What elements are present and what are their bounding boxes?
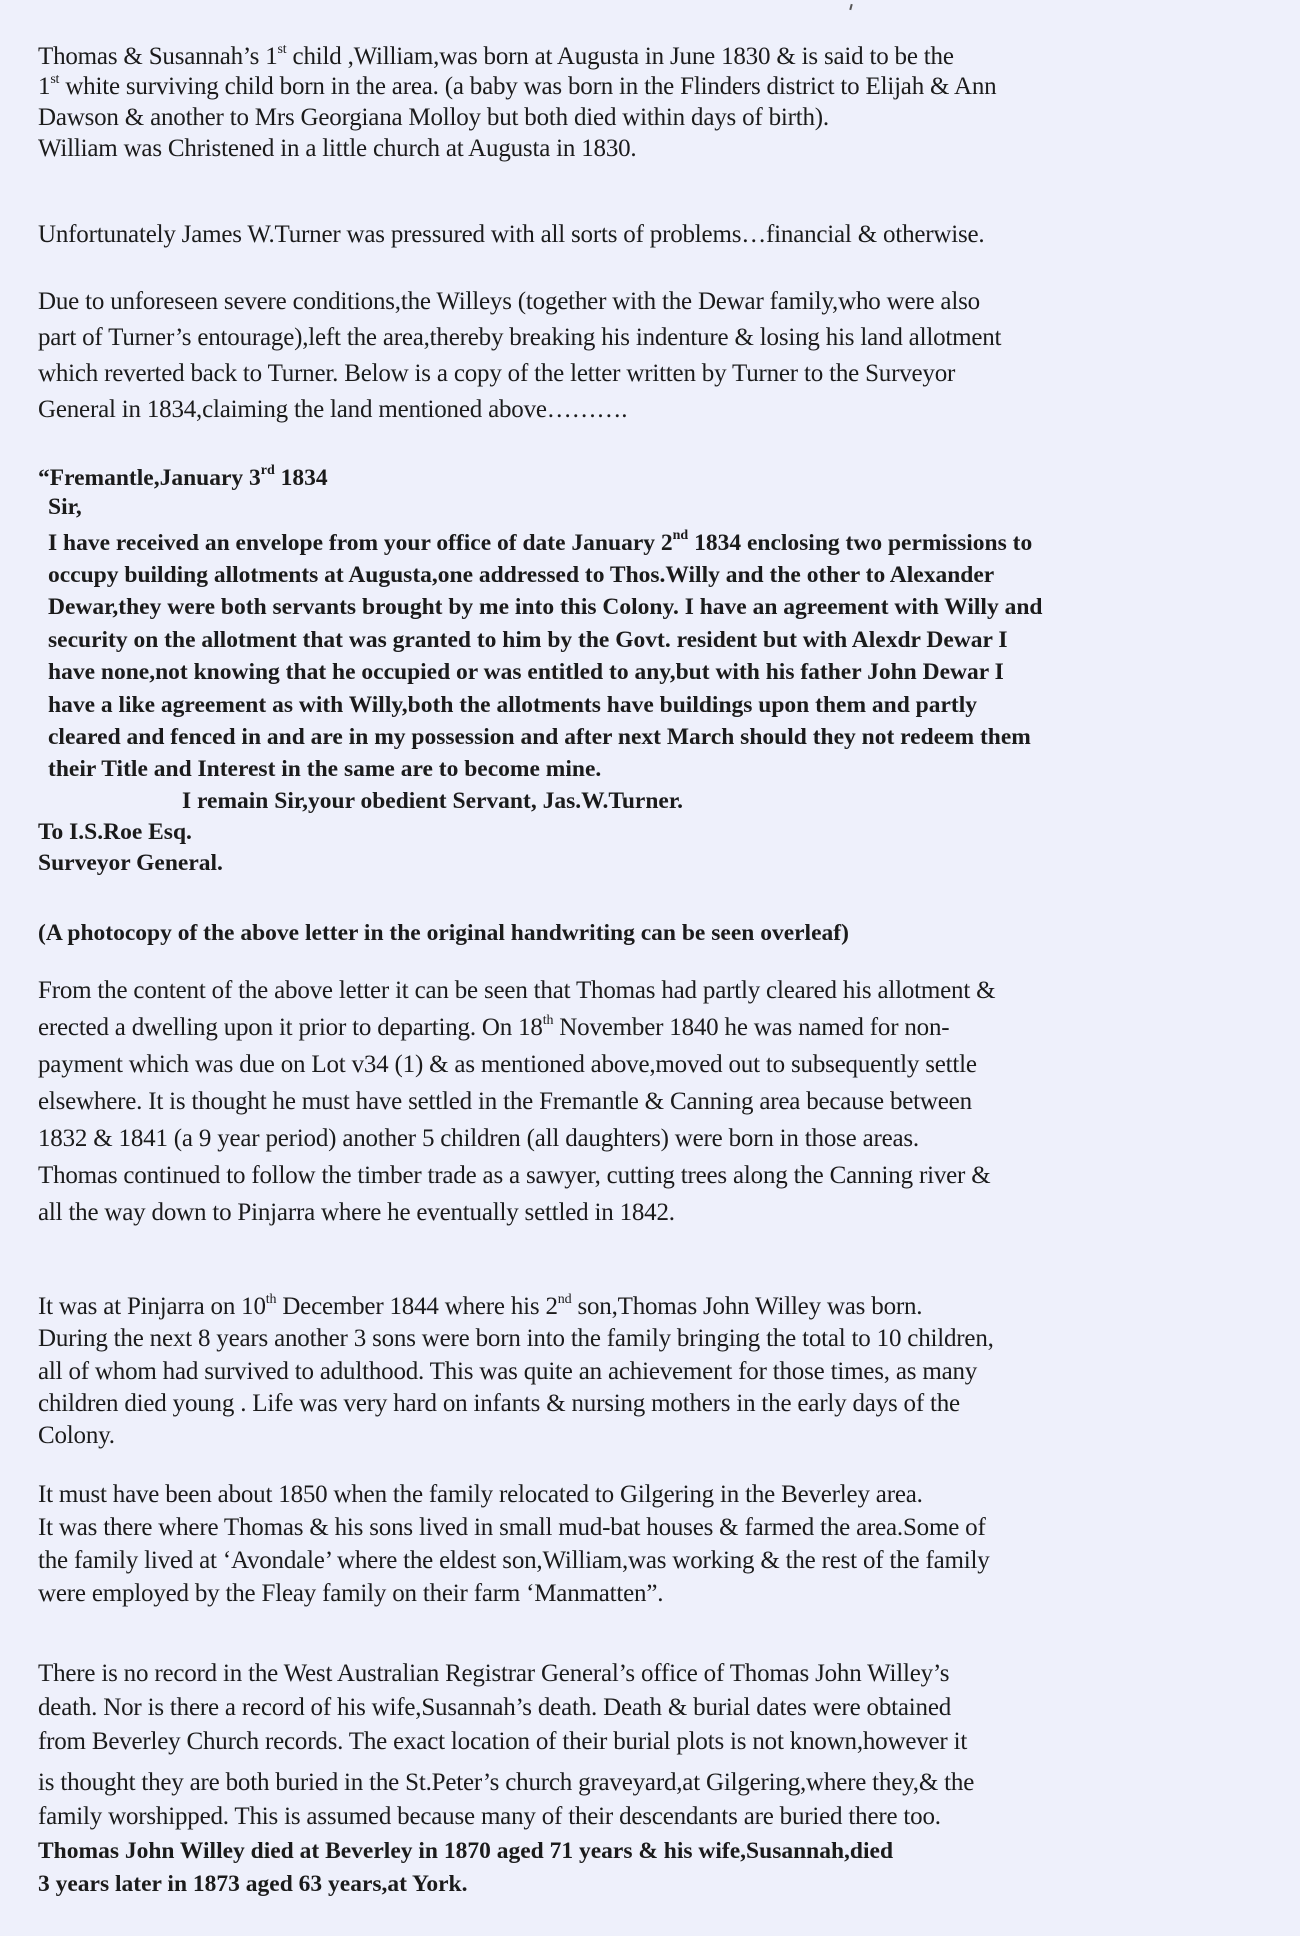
p3-line-2: part of Turner’s entourage),left the area,thereby breaking his indenture & losing his land allotment [38,324,1002,351]
p3-line-3: which reverted back to Turner. Below is a copy of the letter written by Turner to the Surveyor [38,360,956,387]
p5-line-1 [38,1292,922,1322]
letter-body-line-6: have a like agreement as with Willy,both the allotments have buildings upon them and partly [48,692,978,718]
superscript: nd [557,1291,572,1307]
letter-body-line-7: cleared and fenced in and are in my possession and after next March should they not redeem them [48,724,1031,750]
p4-line-6: Thomas continued to follow the timber trade as a sawyer, cutting trees along the Canning river & [38,1162,991,1189]
p7-line-5: family worshipped. This is assumed because many of their descendants are buried there too. [38,1803,941,1830]
p4-line-4: elsewhere. It is thought he must have settled in the Fremantle & Canning area because between [38,1088,972,1115]
p5-line-3: all of whom had survived to adulthood. This was quite an achievement for those times, as many [38,1358,978,1385]
p7-line-2: death. Nor is there a record of his wife,Susannah’s death. Death & burial dates were obtained [38,1694,952,1721]
text: white surviving child born in the area. (a baby was born in the Flinders district to Elijah & Ann [59,73,997,100]
scan-speck [849,4,852,10]
superscript: st [50,71,60,87]
p5-line-2: During the next 8 years another 3 sons were born into the family bringing the total to 10 children, [38,1325,994,1352]
text: 1 [38,73,51,100]
superscript: st [277,41,287,57]
text: son,Thomas John Willey was born. [571,1293,923,1320]
p7-bold-line-2: 3 years later in 1873 aged 63 years,at York. [38,1871,468,1897]
p5-line-5: Colony. [38,1422,115,1449]
letter-body-line-3: Dewar,they were both servants brought by me into this Colony. I have an agreement with Willy and [48,594,1043,620]
letter-body-line-1 [48,528,1032,558]
text: December 1844 where his 2 [276,1293,558,1320]
p7-line-4: is thought they are both buried in the St.Peter’s church graveyard,at Gilgering,where they,& the [38,1769,975,1796]
text: I have received an envelope from your office of date January 2 [48,530,673,556]
p6-line-4: were employed by the Fleay family on their farm ‘Manmatten”. [38,1580,664,1607]
p1-line-3: Dawson & another to Mrs Georgiana Molloy but both died within days of birth). [38,104,829,131]
text: erected a dwelling upon it prior to departing. On 18 [38,1014,543,1041]
letter-body-line-5: have none,not knowing that he occupied or was entitled to any,but with his father John Dewar I [48,659,1004,685]
superscript: th [542,1012,554,1028]
text: 1834 [274,465,328,491]
letter-closing: I remain Sir,your obedient Servant, Jas.W.Turner. [182,788,683,814]
superscript: nd [672,528,689,544]
text: It was at Pinjarra on 10 [38,1293,266,1320]
text: “Fremantle,January 3 [38,465,261,491]
p7-line-1: There is no record in the West Australian Registrar General’s office of Thomas John Willey’s [38,1660,950,1687]
p4-line-7: all the way down to Pinjarra where he eventually settled in 1842. [38,1199,675,1226]
letter-salutation: Sir, [48,494,82,520]
p2-line-1: Unfortunately James W.Turner was pressured with all sorts of problems…financial & otherwise. [38,221,985,248]
p3-line-4: General in 1834,claiming the land mentioned above………. [38,396,628,423]
p1-line-4: William was Christened in a little church at Augusta in 1830. [38,135,637,162]
p1-line-1 [38,42,954,72]
letter-date [38,463,328,493]
letter-addressee-name: To I.S.Roe Esq. [38,819,192,845]
p4-line-5: 1832 & 1841 (a 9 year period) another 5 children (all daughters) were born in those areas. [38,1125,919,1152]
letter-body-line-4: security on the allotment that was granted to him by the Govt. resident but with Alexdr Dewar I [48,627,1008,653]
text: 1834 enclosing two permissions to [688,530,1033,556]
p3-line-1: Due to unforeseen severe conditions,the Willeys (together with the Dewar family,who were also [38,288,980,315]
text: November 1840 he was named for non- [553,1014,950,1041]
p4-line-3: payment which was due on Lot v34 (1) & as mentioned above,moved out to subsequently settle [38,1051,977,1078]
p4-line-2 [38,1013,949,1043]
letter-addressee-title: Surveyor General. [38,850,223,876]
p6-line-2: It was there where Thomas & his sons lived in small mud-bat houses & farmed the area.Some of [38,1514,986,1541]
p1-line-2 [38,72,996,102]
p6-line-3: the family lived at ‘Avondale’ where the eldest son,William,was working & the rest of the family [38,1547,990,1574]
text: child ,William,was born at Augusta in June 1830 & is said to be the [286,43,954,70]
letter-body-line-8: their Title and Interest in the same are to become mine. [48,756,602,782]
p5-line-4: children died young . Life was very hard on infants & nursing mothers in the early days of the [38,1390,960,1417]
p7-bold-line-1: Thomas John Willey died at Beverley in 1870 aged 71 years & his wife,Susannah,died [38,1838,894,1864]
letter-body-line-2: occupy building allotments at Augusta,one addressed to Thos.Willy and the other to Alexander [48,562,995,588]
text: Thomas & Susannah’s 1 [38,43,278,70]
p6-line-1: It must have been about 1850 when the family relocated to Gilgering in the Beverley area. [38,1481,923,1508]
p7-line-3: from Beverley Church records. The exact location of their burial plots is not known,however it [38,1728,968,1755]
p4-line-1: From the content of the above letter it can be seen that Thomas had partly cleared his allotment & [38,977,996,1004]
superscript: rd [260,463,275,479]
superscript: th [265,1291,277,1307]
photocopy-note: (A photocopy of the above letter in the original handwriting can be seen overleaf) [38,920,849,946]
